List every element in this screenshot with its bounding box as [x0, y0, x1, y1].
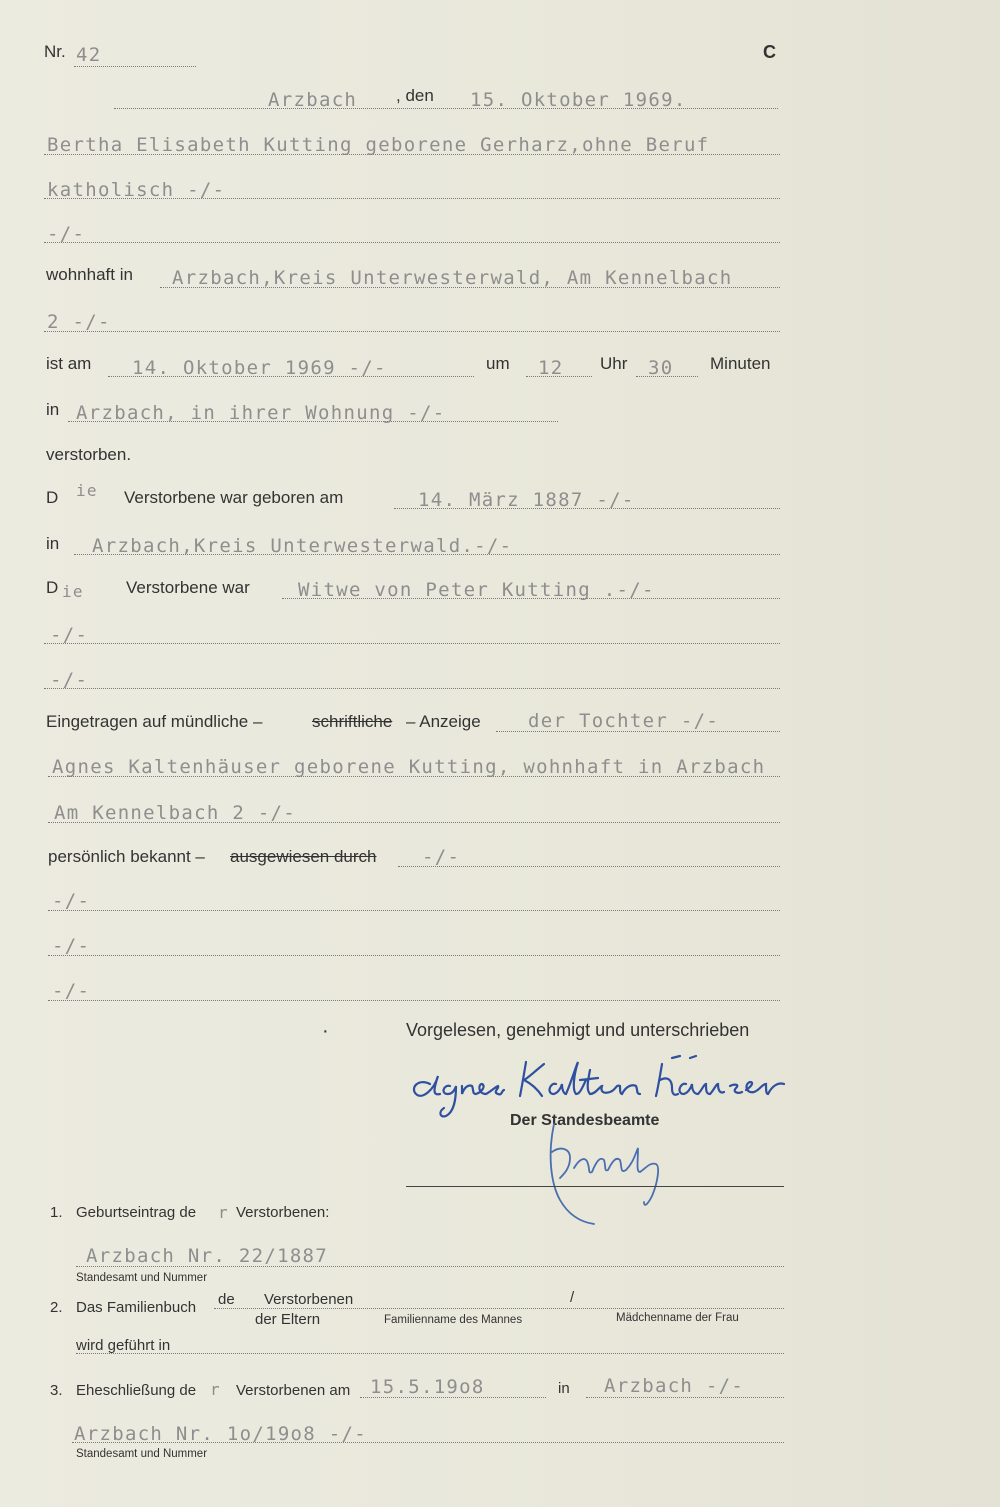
address-line-2: 2 -/- — [47, 311, 111, 333]
item2-familienname: Familienname des Mannes — [384, 1314, 523, 1326]
dotted-line — [636, 376, 698, 377]
dotted-line — [48, 822, 780, 823]
dotted-line — [282, 598, 780, 599]
status-label: Verstorbene war — [126, 578, 250, 597]
item3-date: 15.5.19o8 — [370, 1376, 485, 1398]
dotted-line — [74, 66, 196, 67]
item3-label-b: Verstorbenen am — [236, 1382, 351, 1399]
status-d-suffix: ie — [62, 582, 84, 601]
report-value-3: Am Kennelbach 2 -/- — [54, 802, 297, 824]
dotted-line — [108, 376, 474, 377]
dotted-line — [44, 154, 780, 155]
status-value: Witwe von Peter Kutting .-/- — [298, 579, 655, 601]
item2-de: de — [218, 1291, 235, 1308]
deceased-name: Bertha Elisabeth Kutting geborene Gerharz,ohne Beruf — [47, 134, 710, 156]
birth-label: Verstorbene war geboren am — [124, 488, 344, 507]
nr-value: 42 — [76, 44, 102, 66]
dotted-line — [114, 108, 778, 109]
birth-place: Arzbach,Kreis Unterwesterwald.-/- — [92, 535, 513, 557]
item3-label-a: Eheschließung de — [76, 1382, 197, 1399]
death-minutes: 30 — [648, 357, 674, 379]
dotted-line — [398, 866, 780, 867]
dotted-line — [526, 376, 592, 377]
dotted-line — [44, 331, 780, 332]
registrar-label: Der Standesbeamte — [510, 1112, 660, 1129]
status-line-2: -/- — [50, 624, 89, 646]
dotted-line — [48, 955, 780, 956]
dotted-line — [214, 1308, 784, 1309]
den-label: , den — [396, 86, 434, 105]
item3-number: 3. — [50, 1382, 63, 1399]
dotted-line — [160, 287, 780, 288]
religion: katholisch -/- — [47, 179, 226, 201]
dotted-line — [74, 554, 780, 555]
dotted-line — [68, 421, 558, 422]
dotted-line — [586, 1397, 784, 1398]
dotted-line — [76, 1266, 784, 1267]
struck-schriftliche: schriftliche — [312, 712, 393, 731]
birth-date: 14. März 1887 -/- — [418, 489, 635, 511]
item1-label-b: Verstorbenen: — [236, 1204, 330, 1221]
dotted-line — [44, 198, 780, 199]
report-line-c: -/- — [52, 980, 91, 1002]
death-hour: 12 — [538, 357, 564, 379]
signature-rule — [406, 1186, 784, 1187]
birth-d-suffix: ie — [76, 481, 98, 500]
header-date: 15. Oktober 1969. — [470, 89, 687, 111]
ist-am-label: ist am — [46, 354, 92, 373]
bekannt-label: persönlich bekannt – — [48, 847, 205, 866]
death-date: 14. Oktober 1969 -/- — [132, 357, 387, 379]
item2-wird: wird geführt in — [76, 1337, 171, 1354]
eingetragen-label: Eingetragen auf mündliche – — [46, 712, 263, 731]
form-letter: C — [763, 42, 776, 62]
death-place: Arzbach, in ihrer Wohnung -/- — [76, 402, 446, 424]
minuten-label: Minuten — [710, 354, 771, 373]
separator-dot: · — [322, 1020, 329, 1042]
um-label: um — [486, 354, 510, 373]
standesamt-label-2: Standesamt und Nummer — [76, 1448, 208, 1460]
item2-slash: / — [570, 1289, 575, 1306]
anzeige-label: – Anzeige — [406, 712, 481, 731]
item3-value: Arzbach Nr. 1o/19o8 -/- — [74, 1423, 367, 1445]
dotted-line — [72, 1442, 784, 1443]
item2-verstorbenen: Verstorbenen — [264, 1291, 354, 1308]
header-place: Arzbach — [268, 89, 358, 111]
dotted-line — [48, 1000, 780, 1001]
report-value-1: der Tochter -/- — [528, 710, 720, 732]
death-in-label: in — [46, 400, 60, 419]
status-d-prefix: D — [46, 578, 59, 597]
dotted-line — [48, 910, 780, 911]
bekannt-value: -/- — [422, 846, 461, 868]
dotted-line — [44, 242, 780, 243]
wohnhaft-label: wohnhaft in — [46, 265, 133, 284]
dotted-line — [48, 776, 780, 777]
item3-place: Arzbach -/- — [604, 1375, 745, 1397]
uhr-label: Uhr — [600, 354, 628, 373]
item1-number: 1. — [50, 1204, 63, 1221]
item2-label: Das Familienbuch — [76, 1299, 197, 1316]
item2-der-eltern: der Eltern — [255, 1311, 321, 1328]
item2-maedchenname: Mädchenname der Frau — [616, 1312, 739, 1324]
read-approved-label: Vorgelesen, genehmigt und unterschrieben — [406, 1020, 750, 1040]
standesamt-label-1: Standesamt und Nummer — [76, 1272, 208, 1284]
item1-value: Arzbach Nr. 22/1887 — [86, 1245, 329, 1267]
item2-number: 2. — [50, 1299, 63, 1316]
item1-label-suffix: r — [218, 1203, 229, 1222]
dotted-line — [44, 643, 780, 644]
report-line-a: -/- — [52, 890, 91, 912]
verstorben-label: verstorben. — [46, 445, 132, 464]
dotted-line — [496, 731, 780, 732]
item3-in-label: in — [558, 1380, 570, 1397]
registrar-signature — [540, 1112, 680, 1230]
report-line-b: -/- — [52, 935, 91, 957]
birth-d-prefix: D — [46, 488, 59, 507]
nr-label: Nr. — [44, 42, 66, 61]
item3-label-suffix: r — [210, 1380, 221, 1399]
dotted-line — [76, 1353, 784, 1354]
report-value-2: Agnes Kaltenhäuser geborene Kutting, wohnhaft in Arzbach — [52, 756, 766, 778]
struck-ausgewiesen: ausgewiesen durch — [230, 847, 377, 866]
dotted-line — [394, 508, 780, 509]
extra-line: -/- — [47, 223, 86, 245]
dotted-line — [360, 1397, 546, 1398]
dotted-line — [44, 688, 780, 689]
item1-label-a: Geburtseintrag de — [76, 1204, 197, 1221]
status-line-3: -/- — [50, 669, 89, 691]
address-line-1: Arzbach,Kreis Unterwesterwald, Am Kennelbach — [172, 267, 733, 289]
birth-in-label: in — [46, 534, 60, 553]
